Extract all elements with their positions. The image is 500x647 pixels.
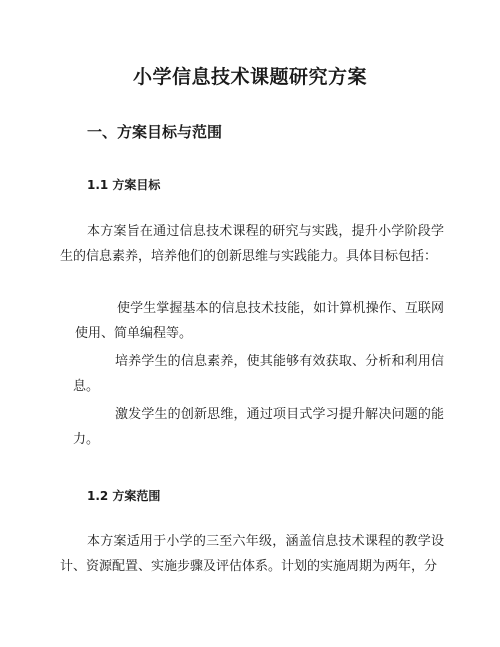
subsection-heading-goals: 1.1 方案目标 xyxy=(87,178,161,192)
goals-list-item: 使学生掌握基本的信息技术技能，如计算机操作、互联网使用、简单编程等。 xyxy=(75,301,444,341)
goals-list xyxy=(60,296,444,455)
document-title: 小学信息技术课题研究方案 xyxy=(132,66,367,88)
subsection-heading-scope: 1.2 方案范围 xyxy=(87,489,161,503)
scope-paragraph: 本方案适用于小学的三至六年级，涵盖信息技术课程的教学设计、资源配置、实施步骤及评估体系。计划的实施周期为两年，分 xyxy=(60,534,444,574)
goals-list-item: 培养学生的信息素养，使其能够有效获取、分析和利用信息。 xyxy=(73,354,444,394)
goals-intro-paragraph: 本方案旨在通过信息技术课程的研究与实践，提升小学阶段学生的信息素养，培养他们的创新思维与实践能力。具体目标包括： xyxy=(60,224,444,264)
section-heading-goals-scope: 一、方案目标与范围 xyxy=(87,123,223,141)
goals-list-item: 激发学生的创新思维，通过项目式学习提升解决问题的能力。 xyxy=(73,407,444,447)
